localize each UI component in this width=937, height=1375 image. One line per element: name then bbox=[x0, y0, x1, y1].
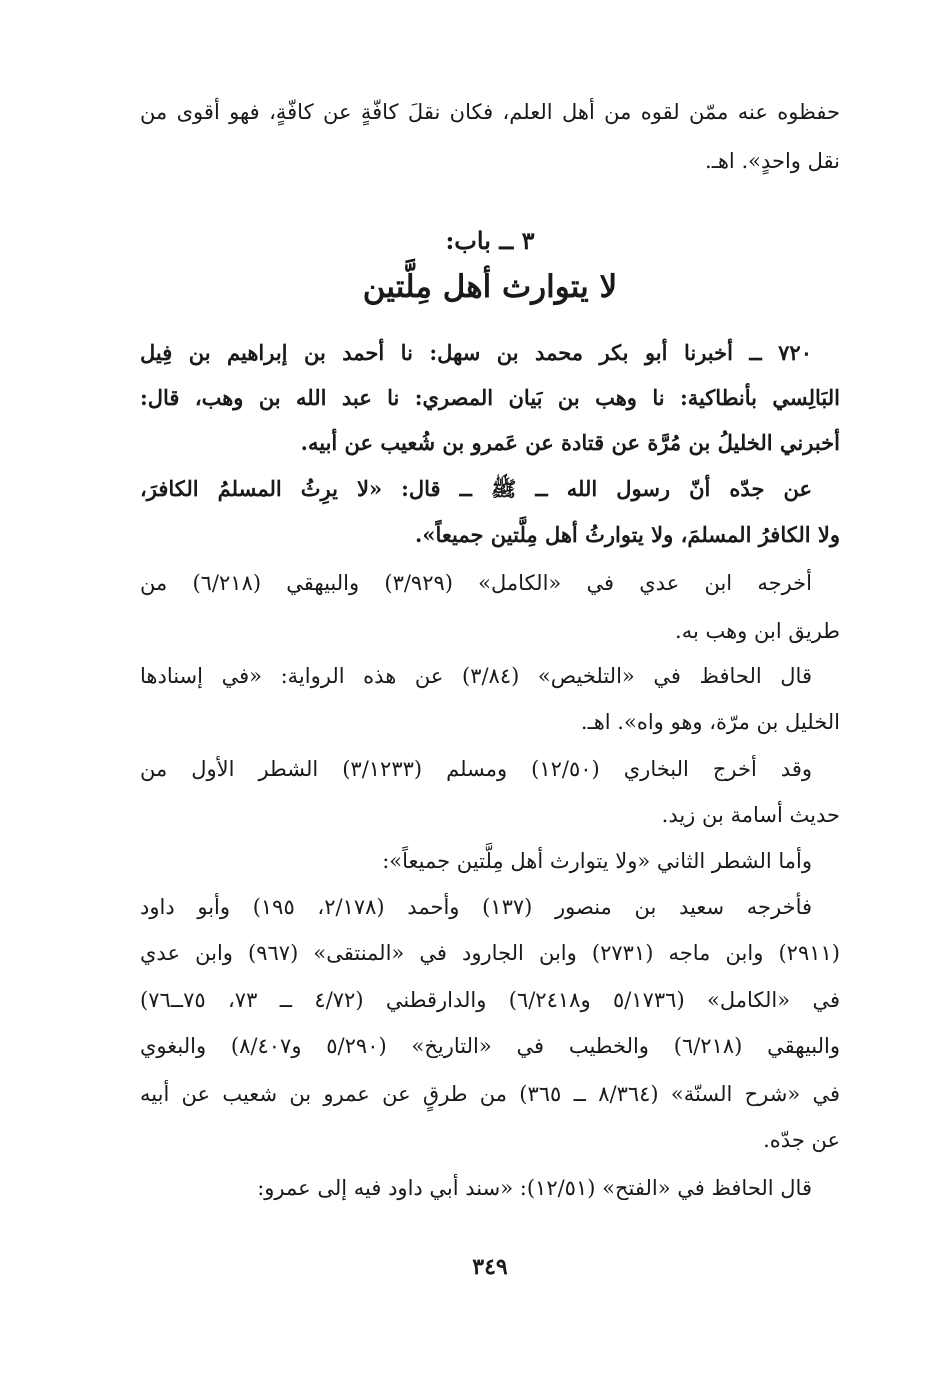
chapter-number: ٣ ــ باب: bbox=[445, 226, 535, 255]
commentary-line: وأما الشطر الثاني «ولا يتوارث أهل مِلَّتين جميعاً»: bbox=[382, 849, 812, 873]
hadith-line-1: ٧٢٠ ــ أخبرنا أبو بكر محمد بن سهل: نا أحمد بن إبراهيم بن فِيل bbox=[140, 340, 812, 365]
commentary-line: قال الحافظ في «التلخيص» (٣/٨٤) عن هذه الرواية: «في إسنادها bbox=[140, 664, 812, 688]
commentary-line: في «شرح السنّة» (٨/٣٦٤ ــ ٣٦٥) من طرقٍ عن عمرو بن شعيب عن أبيه bbox=[140, 1082, 840, 1106]
commentary-line: وقد أخرج البخاري (١٢/٥٠) ومسلم (٣/١٢٣٣) الشطر الأول من bbox=[140, 757, 812, 781]
commentary-line: طريق ابن وهب به. bbox=[675, 619, 840, 643]
hadith-line-3: أخبرني الخليلُ بن مُرَّة عن قتادة عن عَمرو بن شُعيب عن أبيه. bbox=[300, 430, 840, 455]
commentary-line: حديث أسامة بن زيد. bbox=[661, 803, 840, 827]
intro-line-1: حفظوه عنه ممّن لقوه من أهل العلم، فكان نقلَ كافّةٍ عن كافّةٍ، فهو أقوى من bbox=[140, 100, 840, 124]
commentary-line: (٢٩١١) وابن ماجه (٢٧٣١) وابن الجارود في «المنتقى» (٩٦٧) وابن عدي bbox=[140, 941, 840, 965]
hadith-line-2: البَالِسي بأنطاكية: نا وهب بن بَيان المصري: نا عبد الله بن وهب، قال: bbox=[140, 385, 840, 410]
commentary-line: في «الكامل» (٥/١٧٣٦ و٦/٢٤١٨) والدارقطني (٤/٧٢ ــ ٧٣، ٧٥ــ٧٦) bbox=[140, 988, 840, 1012]
hadith-line-4: عن جدّه أنّ رسول الله ــ ﷺ ــ قال: «لا يرِثُ المسلمُ الكافرَ، bbox=[140, 476, 812, 501]
commentary-line: أخرجه ابن عدي في «الكامل» (٣/٩٢٩) والبيهقي (٦/٢١٨) من bbox=[140, 571, 812, 595]
commentary-line: فأخرجه سعيد بن منصور (١٣٧) وأحمد (٢/١٧٨، ١٩٥) وأبو داود bbox=[140, 895, 813, 919]
book-page bbox=[140, 0, 840, 1375]
hadith-line-5: ولا الكافرُ المسلمَ، ولا يتوارثُ أهل مِلَّتين جميعاً». bbox=[415, 522, 840, 547]
commentary-line: الخليل بن مرّة، وهو واه». اهـ. bbox=[580, 710, 840, 734]
commentary-line: والبيهقي (٦/٢١٨) والخطيب في «التاريخ» (٥/٢٩٠ و٨/٤٠٧) والبغوي bbox=[140, 1034, 840, 1058]
page-number: ٣٤٩ bbox=[472, 1254, 508, 1280]
commentary-line: قال الحافظ في «الفتح» (١٢/٥١): «سند أبي داود فيه إلى عمرو: bbox=[257, 1176, 812, 1200]
commentary-line: عن جدّه. bbox=[763, 1128, 840, 1152]
chapter-title: لا يتوارث أهل مِلَّتين bbox=[362, 269, 618, 305]
intro-line-2: نقل واحدٍ». اهـ. bbox=[705, 149, 840, 173]
